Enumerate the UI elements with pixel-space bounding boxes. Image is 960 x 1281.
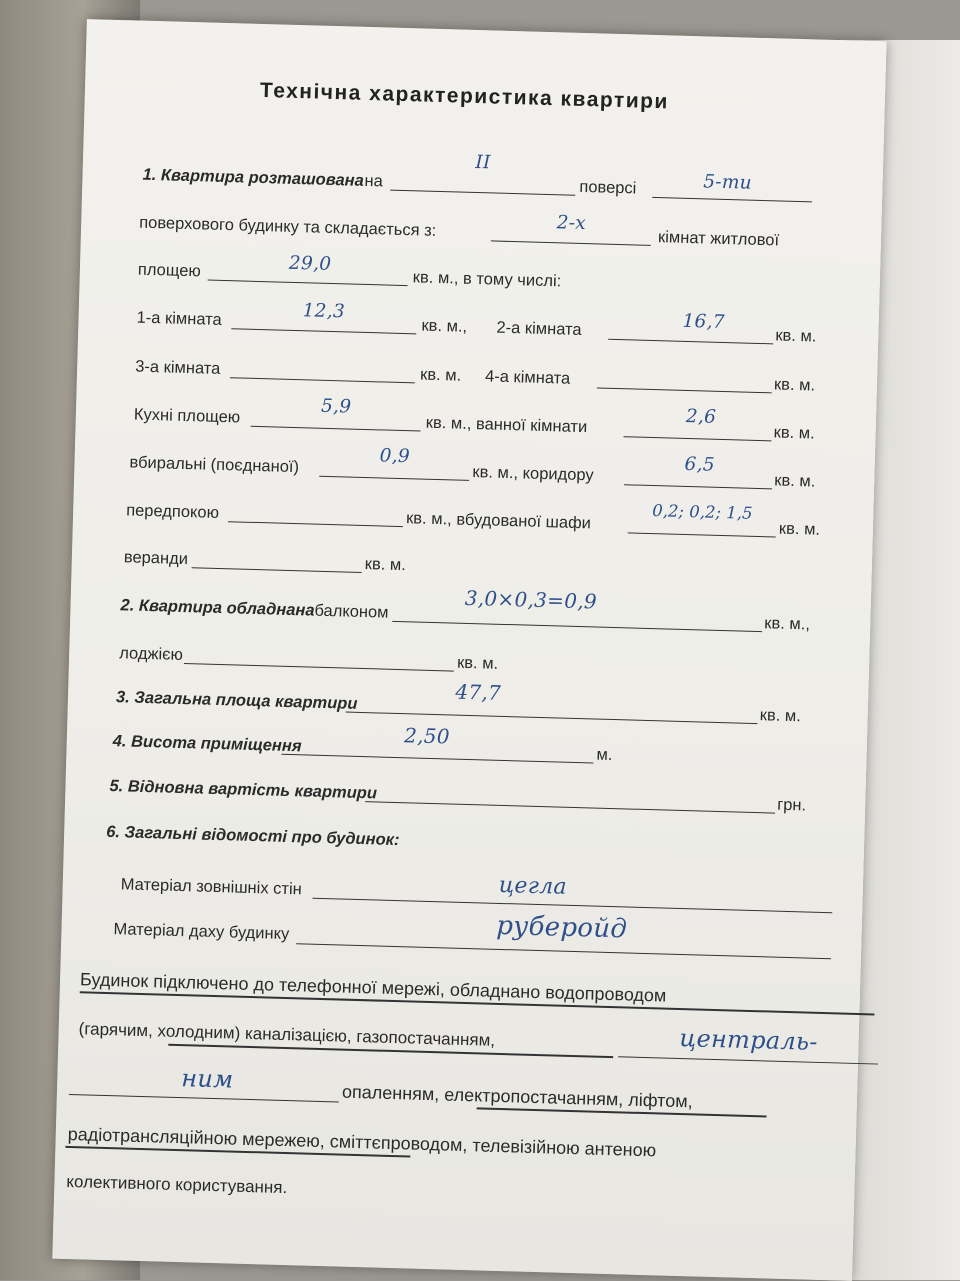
height-value: 2,50: [403, 723, 451, 749]
building-info-line1: Будинок підключено до телефонної мережі, обладнано водопроводом: [79, 969, 667, 1006]
section6-label: 6. Загальні відомості про будинок:: [105, 822, 400, 850]
room4-unit: кв. м.: [773, 375, 816, 395]
value-line: [365, 801, 775, 813]
section4-label: 4. Висота приміщення: [112, 732, 302, 756]
heating-line-2: [69, 1094, 339, 1103]
height-unit: м.: [596, 745, 613, 765]
room2-unit: кв. м.: [775, 326, 817, 346]
rooms-text: кімнат житлової: [657, 228, 780, 250]
closet-line: [628, 532, 776, 537]
building-info-line4: радіотрансляційною мережею, сміттєпроводом, телевізійною антеною: [67, 1123, 657, 1161]
kitchen-label: Кухні площею: [133, 405, 241, 427]
hall-line: [228, 521, 403, 527]
roof-value: руберойд: [495, 910, 628, 945]
kitchen-value: 5,9: [320, 395, 352, 418]
roof-line: [296, 943, 831, 959]
balcony-text: балконом: [314, 601, 389, 622]
section1-label: 1. Квартира розташована: [142, 165, 365, 190]
corridor-line: [624, 484, 772, 489]
veranda-unit: кв. м.: [364, 555, 407, 575]
room2-line: [608, 339, 773, 345]
corridor-unit: кв. м.: [774, 471, 816, 491]
rooms-line: [491, 240, 651, 245]
room2-value: 16,7: [682, 310, 726, 333]
building-info-line3: опаленням, електропостачанням, ліфтом,: [341, 1081, 693, 1112]
section3-label: 3. Загальна площа квартири: [115, 688, 358, 713]
loggia-line: [184, 663, 454, 672]
section2-label: 2. Квартира обладнана: [120, 596, 315, 620]
area-label: площею: [137, 260, 202, 281]
storeys-value: 5-ти: [702, 171, 753, 194]
veranda-line: [192, 567, 362, 573]
rooms-value: 2-х: [556, 212, 587, 235]
area-line: [208, 280, 408, 287]
value-unit: грн.: [776, 795, 807, 815]
section5-label: 5. Відновна вартість квартири: [109, 776, 378, 803]
total-area-line: [346, 712, 758, 725]
balcony-value: 3,0×0,3=0,9: [464, 585, 598, 614]
wc-label: вбиральні (поєднаної): [129, 453, 300, 477]
veranda-label: веранди: [123, 548, 189, 569]
room4-label: 4-а кімната: [484, 367, 571, 388]
area-unit: кв. м., в тому числі:: [412, 268, 562, 291]
room3-label: 3-а кімната: [134, 357, 221, 378]
balcony-unit: кв. м.,: [764, 614, 811, 634]
kitchen-unit: кв. м., ванної кімнати: [425, 413, 588, 437]
room1-label: 1-а кімната: [136, 308, 222, 329]
on-text: на: [364, 171, 384, 191]
room1-value: 12,3: [302, 300, 346, 323]
bath-line: [623, 436, 771, 441]
loggia-label: лоджією: [118, 644, 184, 664]
bath-value: 2,6: [685, 405, 717, 428]
wc-line: [319, 476, 469, 481]
area-value: 29,0: [288, 252, 332, 275]
wc-unit: кв. м., коридору: [472, 463, 594, 485]
room1-line: [231, 328, 416, 334]
roof-label: Матеріал даху будинку: [113, 920, 290, 944]
closet-unit: кв. м.: [778, 519, 821, 539]
document-page: [52, 19, 886, 1281]
storeys-line: [652, 197, 812, 202]
room2-label: 2-а кімната: [496, 318, 582, 339]
loggia-unit: кв. м.: [456, 653, 499, 673]
closet-value: 0,2; 0,2; 1,5: [651, 501, 753, 523]
total-area-value: 47,7: [455, 679, 502, 705]
room3-unit: кв. м.: [419, 365, 462, 385]
floor-line: [390, 190, 575, 196]
total-area-unit: кв. м.: [759, 706, 802, 726]
hall-label: передпокою: [125, 501, 220, 522]
heating-value-b: ним: [180, 1064, 234, 1094]
walls-label: Матеріал зовнішніх стін: [120, 875, 303, 899]
room1-unit: кв. м.,: [421, 316, 468, 336]
room4-line: [597, 387, 772, 393]
building-info-line5: колективного користування.: [66, 1171, 288, 1198]
walls-value: цегла: [498, 872, 568, 900]
heating-line: [618, 1056, 878, 1064]
heating-value-a: централь-: [679, 1024, 819, 1056]
hall-unit: кв. м., вбудованої шафи: [405, 509, 592, 533]
balcony-line: [392, 621, 762, 632]
document-title: Технічна характеристика квартири: [259, 78, 670, 114]
corridor-value: 6,5: [684, 453, 716, 476]
floor-value: II: [475, 151, 491, 174]
bath-unit: кв. м.: [773, 423, 815, 443]
building-text: поверхового будинку та складається з:: [138, 213, 437, 240]
wc-value: 0,9: [379, 445, 411, 468]
height-line: [281, 754, 593, 764]
floor-word: поверсі: [579, 177, 637, 198]
walls-line: [312, 898, 832, 914]
building-info-line2: (гарячим, холодним) каналізацією, газопостачанням,: [78, 1019, 496, 1050]
kitchen-line: [251, 426, 421, 432]
room3-line: [230, 377, 415, 383]
